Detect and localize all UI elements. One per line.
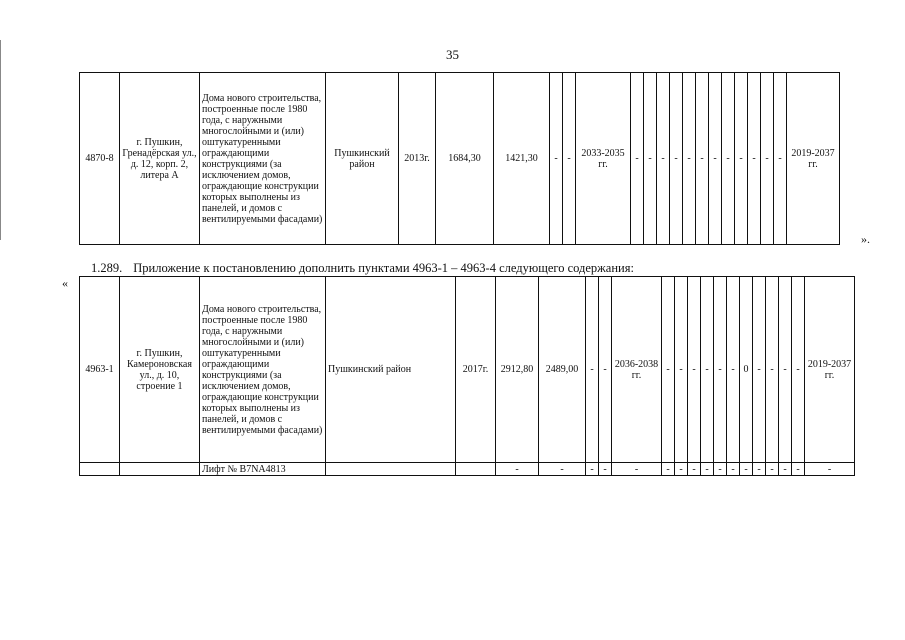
zero-cell: 0 <box>740 277 753 463</box>
page-number: 35 <box>446 47 459 62</box>
dash-cell: - <box>779 463 792 476</box>
description-cell: Дома нового строительства, построенные после 1980 года, с наружными многослойными и (или) оштукатуренными ограждающими конструкциями (за исключением домов, ограждающие конструкции которых выполнены из панелей, и домов с вентилируемыми фасадами) <box>200 277 326 463</box>
dash-cell: - <box>740 463 753 476</box>
row-id: 4963-1 <box>80 277 120 463</box>
area-living-cell: 1421,30 <box>494 73 550 245</box>
dash-cell: - <box>766 277 779 463</box>
description-cell: Дома нового строительства, построенные после 1980 года, с наружными многослойными и (или) оштукатуренными ограждающими конструкциями (за исключением домов, ограждающие конструкции которых выполнены из панелей, и домов с вентилируемыми фасадами) <box>200 73 326 245</box>
table-row-4870-8 <box>79 72 840 245</box>
table-row-lift <box>80 463 855 476</box>
dash-cell: - <box>753 463 766 476</box>
dash-cell: - <box>792 277 805 463</box>
period-cell: 2033-2035 гг. <box>576 73 631 245</box>
dash-cell: - <box>792 463 805 476</box>
year-cell: 2013г. <box>399 73 436 245</box>
empty-cell <box>456 463 496 476</box>
dash-cell: - <box>709 73 722 245</box>
closing-quote: ». <box>861 232 870 246</box>
dash-cell: - <box>779 277 792 463</box>
dash-cell: - <box>727 277 740 463</box>
dash-cell: - <box>688 463 701 476</box>
period-cell: 2036-2038 гг. <box>612 277 662 463</box>
dash-cell: - <box>774 73 787 245</box>
dash-cell: - <box>662 463 675 476</box>
dash-cell: - <box>586 277 599 463</box>
dash-cell: - <box>727 463 740 476</box>
dash-cell: - <box>539 463 586 476</box>
dash-cell: - <box>696 73 709 245</box>
dash-cell: - <box>670 73 683 245</box>
dash-cell: - <box>631 73 644 245</box>
dash-cell: - <box>644 73 657 245</box>
dash-cell: - <box>714 463 727 476</box>
empty-cell <box>80 463 120 476</box>
margin-line <box>0 40 1 240</box>
opening-quote: « <box>62 276 68 290</box>
dash-cell: - <box>761 73 774 245</box>
dash-cell: - <box>714 277 727 463</box>
dash-cell: - <box>701 277 714 463</box>
dash-cell: - <box>496 463 539 476</box>
period-cell: 2019-2037 гг. <box>805 277 855 463</box>
dash-cell: - <box>599 277 612 463</box>
dash-cell: - <box>550 73 563 245</box>
dash-cell: - <box>586 463 599 476</box>
dash-cell: - <box>722 73 735 245</box>
dash-cell: - <box>748 73 761 245</box>
table-row-4963-1 <box>79 276 855 476</box>
empty-cell <box>120 463 200 476</box>
dash-cell: - <box>766 463 779 476</box>
area-living-cell: 2489,00 <box>539 277 586 463</box>
dash-cell: - <box>563 73 576 245</box>
dash-cell: - <box>675 277 688 463</box>
dash-cell: - <box>675 463 688 476</box>
dash-cell: - <box>683 73 696 245</box>
section-number: 1.289. <box>91 261 123 275</box>
address-cell: г. Пушкин, Гренадёрская ул., д. 12, корп. 2, литера А <box>120 73 200 245</box>
dash-cell: - <box>735 73 748 245</box>
dash-cell: - <box>688 277 701 463</box>
dash-cell: - <box>599 463 612 476</box>
area-total-cell: 2912,80 <box>496 277 539 463</box>
lift-label: Лифт № B7NA4813 <box>200 463 326 476</box>
row-id: 4870-8 <box>80 73 120 245</box>
area-total-cell: 1684,30 <box>436 73 494 245</box>
empty-cell <box>326 463 456 476</box>
dash-cell: - <box>612 463 662 476</box>
dash-cell: - <box>657 73 670 245</box>
dash-cell: - <box>753 277 766 463</box>
district-cell: Пушкинский район <box>326 73 399 245</box>
address-cell: г. Пушкин, Камероновская ул., д. 10, строение 1 <box>120 277 200 463</box>
district-cell: Пушкинский район <box>326 277 456 463</box>
period-cell: 2019-2037 гг. <box>787 73 840 245</box>
dash-cell: - <box>805 463 855 476</box>
dash-cell: - <box>662 277 675 463</box>
year-cell: 2017г. <box>456 277 496 463</box>
section-text: Приложение к постановлению дополнить пунктами 4963-1 – 4963-4 следующего содержания: <box>133 261 634 275</box>
dash-cell: - <box>701 463 714 476</box>
section-heading <box>91 261 634 276</box>
